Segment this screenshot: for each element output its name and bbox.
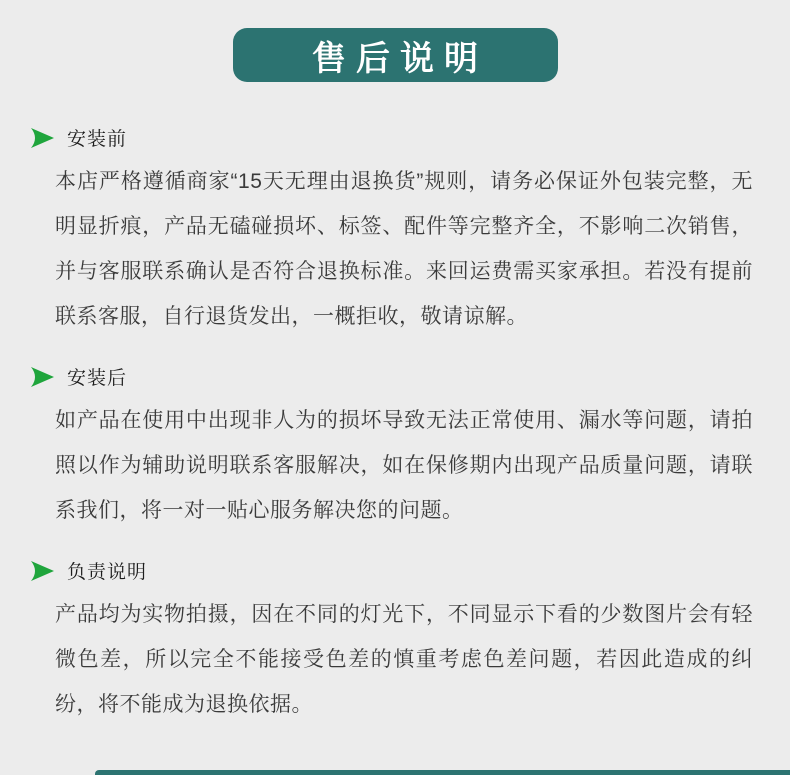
page-title-banner: [233, 28, 558, 82]
next-section-banner-edge: [95, 770, 790, 775]
section-heading-label: 安装前: [67, 129, 128, 150]
section-body-text: 如产品在使用中出现非人为的损坏导致无法正常使用、漏水等问题，请拍照以作为辅助说明联系客服解决，如在保修期内出现产品质量问题，请联系我们，将一对一贴心服务解决您的问题。: [55, 409, 753, 522]
page-title: 售后说明: [312, 39, 488, 78]
section-body-text: 产品均为实物拍摄，因在不同的灯光下，不同显示下看的少数图片会有轻微色差，所以完全不能接受色差的慎重考虑色差问题，若因此造成的纠纷，将不能成为退换依据。: [55, 603, 753, 716]
section-heading-label: 负责说明: [67, 562, 148, 583]
section-heading-label: 安装后: [67, 368, 128, 389]
section-heading-row: [30, 363, 752, 390]
arrow-right-icon: [30, 561, 54, 581]
arrow-right-icon: [30, 128, 54, 148]
section-responsibility: [30, 557, 752, 727]
section-after-install: [30, 363, 752, 533]
notice-content: [0, 82, 790, 727]
section-before-install: [30, 124, 752, 339]
section-heading-row: [30, 124, 752, 151]
arrow-right-icon: [30, 367, 54, 387]
section-heading-row: [30, 557, 752, 584]
section-body-text: 本店严格遵循商家“15天无理由退换货”规则，请务必保证外包装完整，无明显折痕，产品无磕碰损坏、标签、配件等完整齐全，不影响二次销售，并与客服联系确认是否符合退换标准。来回运费需买家承担。若没有提前联系客服，自行退货发出，一概拒收，敬请谅解。: [55, 170, 753, 328]
